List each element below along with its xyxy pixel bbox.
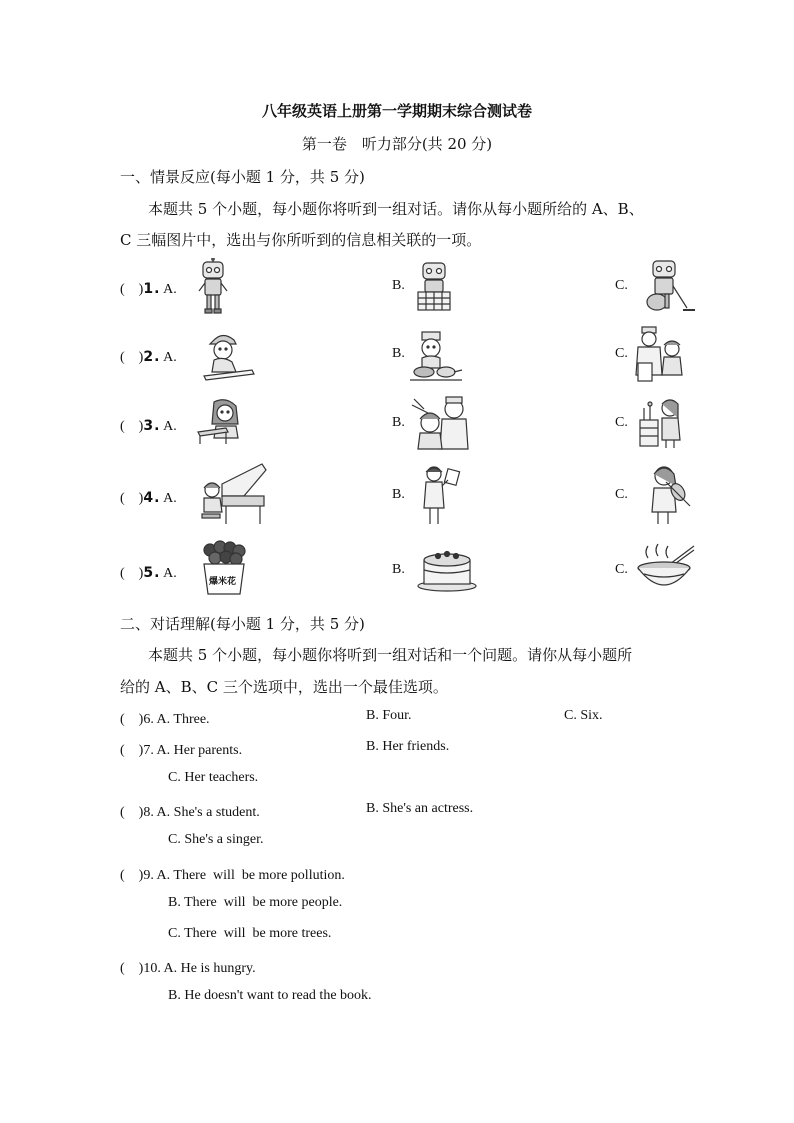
option-b-label: B. [392, 415, 405, 430]
option-c-label: C. [615, 346, 628, 361]
option-c-label: C. [615, 278, 628, 293]
doctor-checking-girl-image[interactable] [410, 395, 474, 451]
q8-option-b: B. She's an actress. [366, 801, 474, 816]
answer-blank[interactable]: ( ) [120, 491, 144, 506]
section1-instruction-1: 本题共 5 个小题，每小题你将听到一组对话。请你从每小题所给的 A、B、 [148, 200, 644, 218]
girl-playing-piano-image[interactable] [200, 462, 268, 528]
option-b-label: B. [392, 346, 405, 361]
section1-instruction-2: C 三幅图片中，选出与你所听到的信息相关联的一项。 [120, 231, 482, 249]
q6-option-c: C. Six. [564, 708, 603, 723]
question-number: 5. [143, 565, 161, 581]
girl-at-desk-image[interactable] [196, 398, 248, 446]
question-number: 4. [143, 490, 161, 506]
option-c-label: C. [615, 415, 628, 430]
q7-option-a: ( )7. A. Her parents. [120, 743, 243, 758]
boy-writing-image[interactable] [202, 330, 256, 384]
answer-blank[interactable]: ( ) [120, 419, 144, 434]
page-subtitle: 第一卷 听力部分(共 20 分) [301, 135, 493, 153]
question-number: 1. [143, 281, 161, 297]
popcorn-label: 爆米花 [209, 577, 237, 587]
girl-with-cabinet-image[interactable] [636, 394, 682, 450]
option-b-label: B. [392, 278, 405, 293]
q7-option-c: C. Her teachers. [168, 770, 259, 785]
q9-option-c: C. There will be more trees. [168, 926, 332, 941]
boy-cooking-image[interactable] [408, 330, 464, 384]
answer-blank[interactable]: ( ) [120, 282, 144, 297]
question-row-5 [120, 562, 177, 582]
section1-heading: 一、情景反应(每小题 1 分，共 5 分) [120, 168, 365, 186]
q9-option-b: B. There will be more people. [168, 895, 343, 910]
section2-heading: 二、对话理解(每小题 1 分，共 5 分) [120, 615, 365, 633]
option-a-label: A. [163, 350, 177, 365]
robot-vacuum-image[interactable] [643, 258, 697, 314]
option-b-label: B. [392, 487, 405, 502]
question-row-2 [120, 346, 177, 366]
q8-option-c: C. She's a singer. [168, 832, 264, 847]
option-a-label: A. [163, 282, 177, 297]
q6-option-b: B. Four. [366, 708, 412, 723]
answer-blank[interactable]: ( ) [120, 350, 144, 365]
option-c-label: C. [615, 487, 628, 502]
girl-playing-violin-image[interactable] [644, 462, 692, 528]
q10-option-b: B. He doesn't want to read the book. [168, 988, 372, 1003]
popcorn-image[interactable] [200, 540, 248, 596]
q6-option-a: ( )6. A. Three. [120, 712, 210, 727]
q10-option-a: ( )10. A. He is hungry. [120, 961, 256, 976]
doctor-and-girl-image[interactable] [632, 325, 686, 383]
answer-blank[interactable]: ( ) [120, 566, 144, 581]
section2-instruction-1: 本题共 5 个小题，每小题你将听到一组对话和一个问题。请你从每小题所 [148, 646, 633, 664]
robot-standing-image[interactable] [196, 258, 230, 314]
section2-instruction-2: 给的 A、B、C 三个选项中，选出一个最佳选项。 [120, 678, 448, 696]
option-b-label: B. [392, 562, 405, 577]
option-a-label: A. [163, 419, 177, 434]
woman-holding-paper-image[interactable] [418, 464, 462, 528]
option-a-label: A. [163, 566, 177, 581]
question-number: 3. [143, 418, 161, 434]
question-number: 2. [143, 349, 161, 365]
page-title: 八年级英语上册第一学期期末综合测试卷 [261, 102, 532, 120]
question-row-1 [120, 278, 177, 298]
option-c-label: C. [615, 562, 628, 577]
cake-image[interactable] [416, 544, 478, 592]
robot-cooking-image[interactable] [414, 260, 454, 314]
noodle-bowl-image[interactable] [634, 542, 696, 596]
q8-option-a: ( )8. A. She's a student. [120, 805, 260, 820]
question-row-3 [120, 415, 177, 435]
question-row-4 [120, 487, 177, 507]
option-a-label: A. [163, 491, 177, 506]
q7-option-b: B. Her friends. [366, 739, 450, 754]
q9-option-a: ( )9. A. There will be more pollution. [120, 868, 345, 883]
